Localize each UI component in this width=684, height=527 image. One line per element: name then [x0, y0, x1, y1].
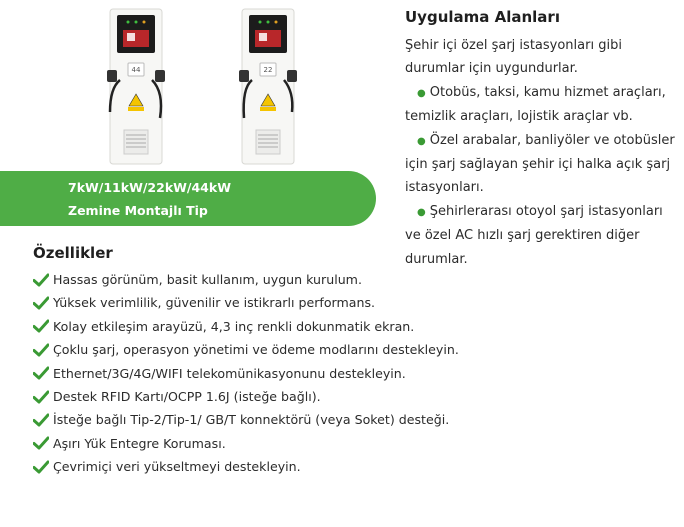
mount-type: Zemine Montajlı Tip: [68, 203, 208, 218]
feature-item: Aşırı Yük Entegre Koruması.: [33, 432, 459, 455]
power-ratings: 7kW/11kW/22kW/44kW: [68, 180, 231, 195]
feature-item: Çoklu şarj, operasyon yönetimi ve ödeme modlarını destekleyin.: [33, 338, 459, 361]
applications-text: [405, 34, 681, 271]
ev-charger-22kw-image: [238, 8, 298, 166]
application-item: ● Özel arabalar, banliyöler ve otobüsler için şarj sağlayan şehir içi halka açık şarj istasyonları.: [405, 129, 681, 200]
bullet-dot-icon: ●: [417, 135, 426, 147]
feature-item: Çevrimiçi veri yükseltmeyi destekleyin.: [33, 455, 459, 478]
bullet-dot-icon: ●: [417, 87, 426, 99]
ev-charger-44kw-image: [106, 8, 166, 166]
feature-item: Ethernet/3G/4G/WIFI telekomünikasyonunu destekleyin.: [33, 362, 459, 385]
features-title: Özellikler: [33, 244, 113, 262]
green-check-icon: [33, 436, 49, 450]
feature-item: Kolay etkileşim arayüzü, 4,3 inç renkli dokunmatik ekran.: [33, 315, 459, 338]
charger-display-label: 22: [263, 66, 273, 74]
green-check-icon: [33, 413, 49, 427]
bullet-dot-icon: ●: [417, 206, 426, 218]
green-check-icon: [33, 343, 49, 357]
charger-display-label: 44: [131, 66, 141, 74]
feature-item: Destek RFID Kartı/OCPP 1.6J (isteğe bağlı).: [33, 385, 459, 408]
application-item: ● Otobüs, taksi, kamu hizmet araçları, temizlik araçları, lojistik araçlar vb.: [405, 81, 681, 129]
features-list: [33, 268, 459, 479]
green-check-icon: [33, 390, 49, 404]
green-check-icon: [33, 273, 49, 287]
applications-intro: Şehir içi özel şarj istasyonları gibi durumlar için uygundurlar.: [405, 38, 622, 77]
green-check-icon: [33, 296, 49, 310]
green-check-icon: [33, 319, 49, 333]
green-check-icon: [33, 460, 49, 474]
feature-item: Hassas görünüm, basit kullanım, uygun kurulum.: [33, 268, 459, 291]
product-banner: [0, 171, 376, 226]
applications-title: Uygulama Alanları: [405, 8, 560, 26]
feature-item: İsteğe bağlı Tip-2/Tip-1/ GB/T konnektörü (veya Soket) desteği.: [33, 408, 459, 431]
application-item: ● Şehirlerarası otoyol şarj istasyonları ve özel AC hızlı şarj gerektiren diğer durumlar.: [405, 200, 681, 271]
green-check-icon: [33, 366, 49, 380]
feature-item: Yüksek verimlilik, güvenilir ve istikrarlı performans.: [33, 291, 459, 314]
